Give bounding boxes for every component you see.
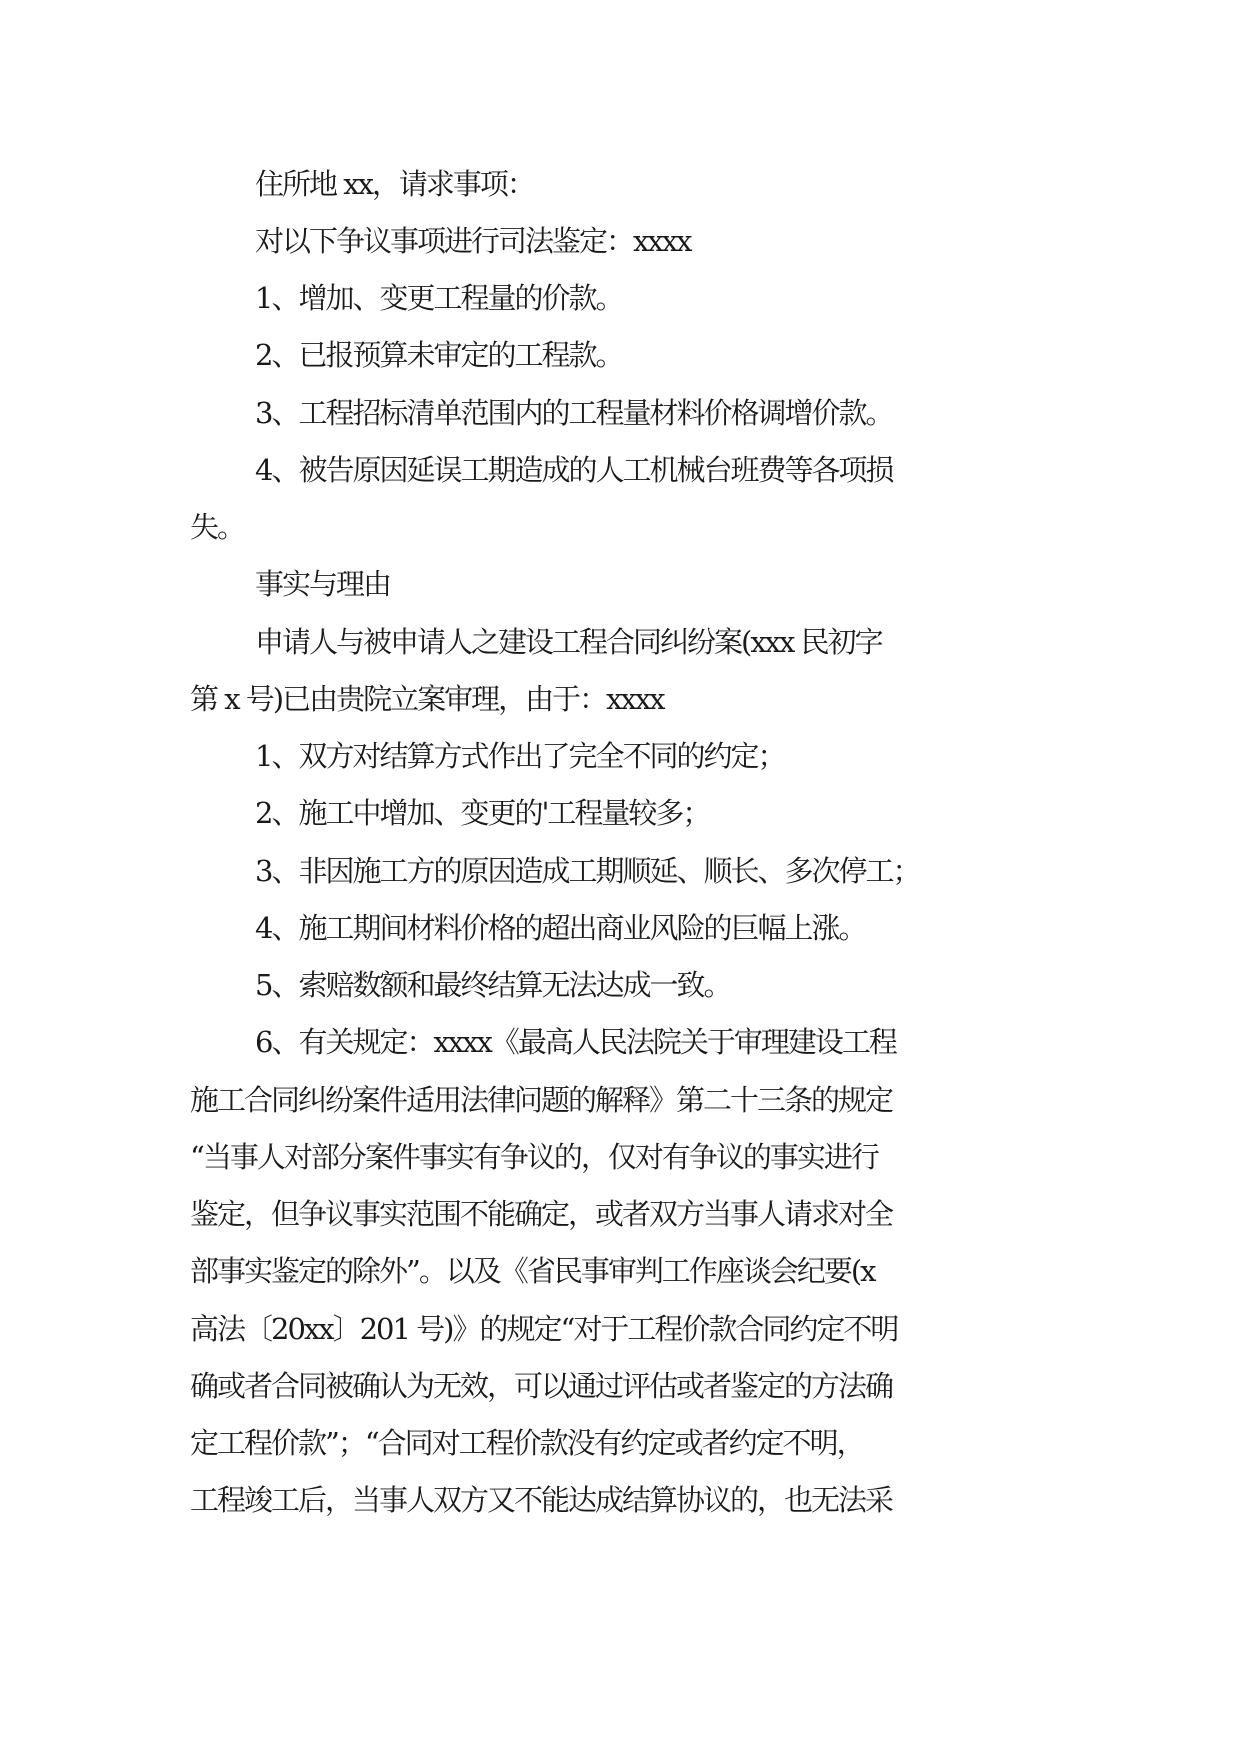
text-line: 4、被告原因延误工期造成的人工机械台班费等各项损: [255, 453, 893, 487]
text-line: 3、非因施工方的原因造成工期顺延、顺长、多次停工；: [255, 854, 920, 888]
text-line: 失。: [190, 510, 245, 544]
text-line: 住所地 xx，请求事项：: [255, 167, 534, 201]
text-line: 1、增加、变更工程量的价款。: [255, 281, 623, 315]
text-line: 3、工程招标清单范围内的工程量材料价格调增价款。: [255, 396, 893, 430]
text-line: 4、施工期间材料价格的超出商业风险的巨幅上涨。: [255, 911, 866, 945]
text-line: 第 x 号)已由贵院立案审理，由于：xxxx: [190, 682, 664, 716]
text-line: 对以下争议事项进行司法鉴定：xxxx: [255, 224, 691, 258]
text-line: 确或者合同被确认为无效，可以通过评估或者鉴定的方法确: [190, 1369, 893, 1403]
text-line: 工程竣工后，当事人双方又不能达成结算协议的，也无法采: [190, 1483, 893, 1517]
text-line: 5、索赔数额和最终结算无法达成一致。: [255, 968, 731, 1002]
text-line: 2、已报预算未审定的工程款。: [255, 338, 623, 372]
text-line: “当事人对部分案件事实有争议的，仅对有争议的事实进行: [190, 1140, 878, 1174]
text-line: 6、有关规定：xxxx《最高人民法院关于审理建设工程: [255, 1025, 896, 1059]
text-line: 鉴定，但争议事实范围不能确定，或者双方当事人请求对全: [190, 1197, 893, 1231]
text-line: 施工合同纠纷案件适用法律问题的解释》第二十三条的规定: [190, 1083, 893, 1117]
text-line: 1、双方对结算方式作出了完全不同的约定；: [255, 739, 785, 773]
text-line: 部事实鉴定的除外”。以及《省民事审判工作座谈会纪要(x: [190, 1254, 875, 1288]
text-line: 高法〔20xx〕201 号)》的规定“对于工程价款合同约定不明: [190, 1312, 898, 1346]
text-line: 2、施工中增加、变更的'工程量较多；: [255, 796, 710, 830]
section-heading: 事实与理由: [255, 567, 391, 601]
text-line: 申请人与被申请人之建设工程合同纠纷案(xxx 民初字: [255, 625, 882, 659]
text-line: 定工程价款”；“合同对工程价款没有约定或者约定不明，: [190, 1426, 864, 1460]
